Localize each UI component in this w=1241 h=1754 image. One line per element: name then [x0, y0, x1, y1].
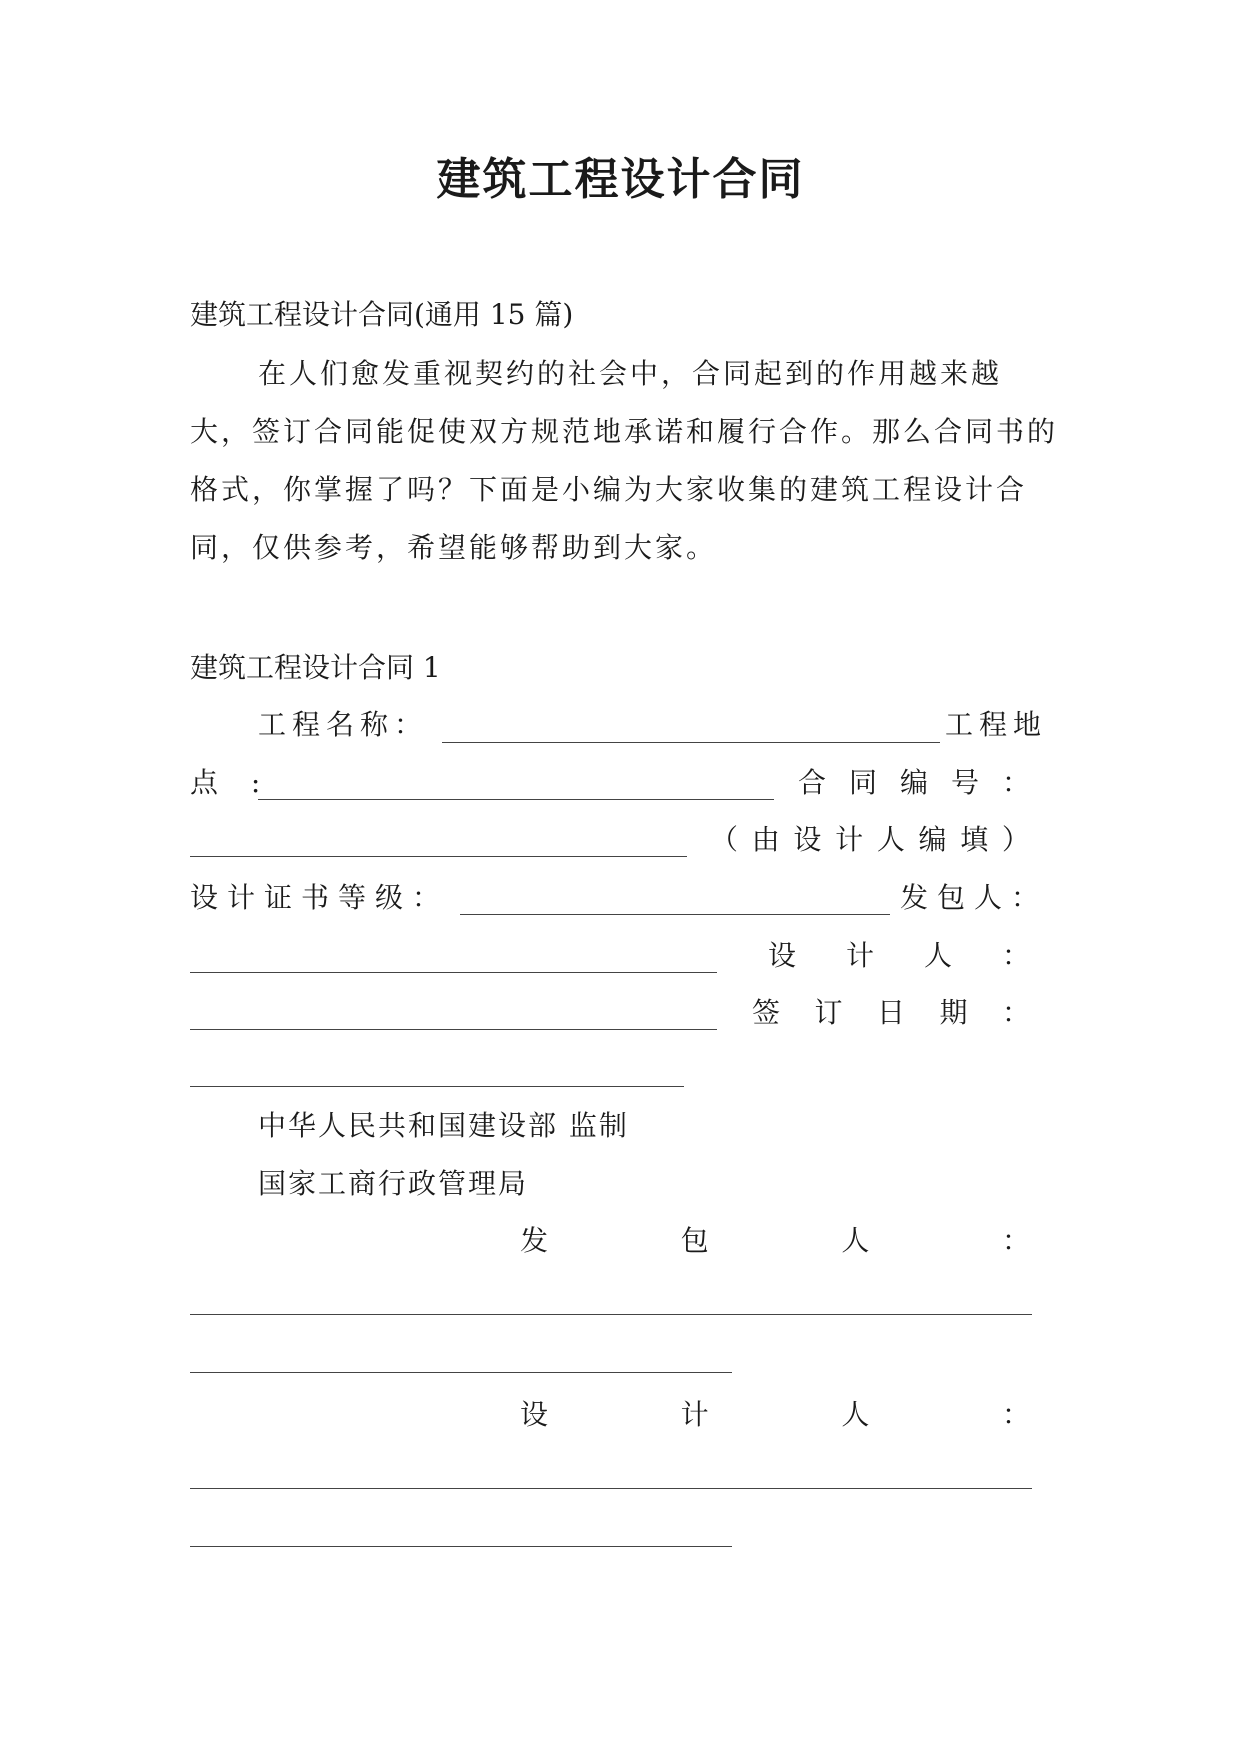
document-title: 建筑工程设计合同 [436, 154, 805, 205]
party-designer-char: 人 [841, 1398, 870, 1431]
sign-date-char: 日 [876, 996, 905, 1029]
note-char: 编 [918, 823, 947, 856]
client-label: 发包人： [900, 881, 1049, 914]
designer-char: 设 [768, 939, 797, 972]
contract-no-char: 合 [798, 766, 827, 799]
client-blank [190, 972, 717, 973]
designer-label [768, 936, 1030, 976]
note-char: 设 [793, 823, 822, 856]
party-designer-blank-2 [190, 1546, 732, 1547]
contract-no-char: 同 [848, 766, 877, 799]
party-client-char: 发 [520, 1224, 549, 1257]
project-name-label: 工程名称： [258, 708, 429, 741]
party-designer-char: ： [1001, 1398, 1030, 1431]
cert-level-blank [460, 914, 890, 915]
note-char: 人 [876, 823, 905, 856]
cert-level-label: 设计证书等级： [190, 881, 450, 914]
party-client-char: 人 [841, 1224, 870, 1257]
contract-no-char: 编 [899, 766, 928, 799]
party-designer-blank-1 [190, 1488, 1032, 1489]
sign-date-char: ： [1001, 996, 1030, 1029]
note-char: ） [1001, 823, 1030, 856]
sign-date-char: 签 [752, 996, 781, 1029]
project-location-label-b: 点 : [190, 766, 273, 799]
filled-by-note [710, 820, 1030, 860]
designer-char: 计 [845, 939, 874, 972]
intro-paragraph: 在人们愈发重视契约的社会中，合同起到的作用越来越大，签订合同能促使双方规范地承诺和履行合作。那么合同书的格式，你掌握了吗？下面是小编为大家收集的建筑工程设计合同，仅供参考，希望能够帮助到大家。 [190, 357, 1059, 564]
contract-no-char: ： [1001, 766, 1030, 799]
project-name-blank [442, 742, 940, 743]
contract-no-blank [190, 856, 687, 857]
note-char: 计 [835, 823, 864, 856]
note-char: 填 [960, 823, 989, 856]
party-client-blank-2 [190, 1372, 732, 1373]
party-client-char: ： [1001, 1224, 1030, 1257]
sign-date-char: 订 [814, 996, 843, 1029]
party-designer-label [520, 1395, 1030, 1435]
designer-char: ： [1001, 939, 1030, 972]
project-location-label-a: 工程地 [945, 708, 1048, 741]
contract-no-label [798, 763, 1030, 803]
issuer-line-2: 国家工商行政管理局 [258, 1167, 529, 1200]
designer-char: 人 [923, 939, 952, 972]
sign-date-label [752, 993, 1030, 1033]
sign-date-char: 期 [939, 996, 968, 1029]
document-subtitle: 建筑工程设计合同(通用 15 篇) [190, 298, 574, 331]
party-client-blank-1 [190, 1314, 1032, 1315]
issuer-line-1: 中华人民共和国建设部 监制 [258, 1109, 629, 1142]
note-char: （ [710, 823, 739, 856]
designer-blank [190, 1029, 717, 1030]
party-designer-char: 设 [520, 1398, 549, 1431]
party-designer-char: 计 [680, 1398, 709, 1431]
note-char: 由 [751, 823, 780, 856]
contract-no-char: 号 [950, 766, 979, 799]
sign-date-blank [190, 1086, 684, 1087]
party-client-label [520, 1221, 1030, 1261]
project-location-blank [258, 799, 774, 800]
party-client-char: 包 [680, 1224, 709, 1257]
section-heading: 建筑工程设计合同 1 [190, 651, 441, 684]
